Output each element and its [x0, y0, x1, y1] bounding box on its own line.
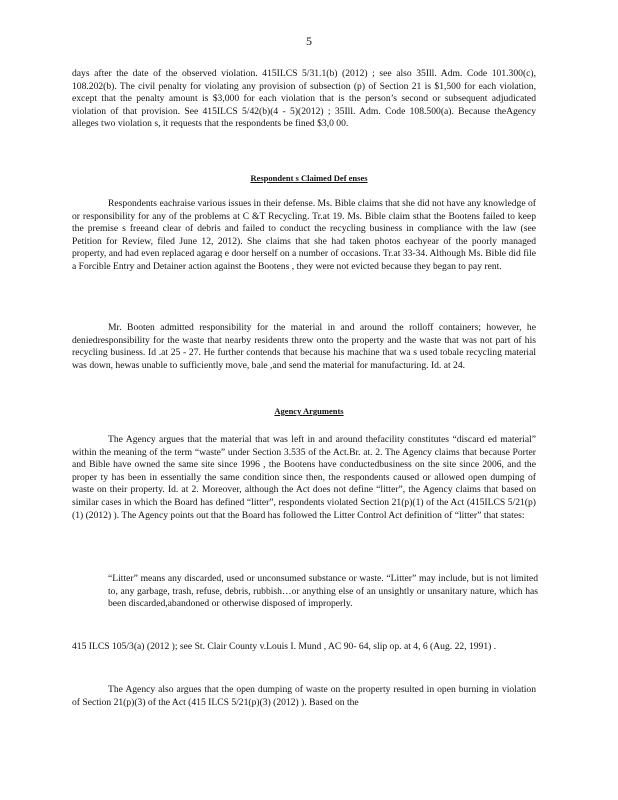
- paragraph-citation: 415 ILCS 105/3(a) (2012 ); see St. Clair County v.Louis I. Mund , AC 90- 64, slip op. at 4, 6 (Aug. 22, 1991) .: [72, 641, 497, 652]
- paragraph-booten-admission: Mr. Booten admitted responsibility for the material in and around the rolloff containers; however, he deniedresponsibility for the waste that nearby residents threw onto the property and the waste that was not part of his recycling business. Id .at 25 - 27. He further contends that because his machine that wa s used tobale recycling material was down, hewas unable to sufficiently move, bale ,and send the material for manufacturing. Id. at 24.: [72, 322, 536, 371]
- block-quote-litter-definition: “Litter” means any discarded, used or unconsumed substance or waste. “Litter” may include, but is not limited to, any garbage, trash, refuse, debris, rubbish…or anything else of an unsightly or unsanitary nature, which has been discarded,abandoned or otherwise disposed of improperly.: [108, 573, 538, 610]
- paragraph-respondents-defense: Respondents eachraise various issues in their defense. Ms. Bible claims that she did not have any knowledge of or responsibility for any of the problems at C &T Recycling. Tr.at 19. Ms. Bible claim sthat the Bootens failed to keep the premise s freeand clear of debris and failed to conduct the recycling business in compliance with the law (see Petition for Review, filed June 12, 2012). She claims that she had taken photos eachyear of the poorly managed property, and had even replaced agarag e door herself on a number of occasions. Tr.at 33-34. Although Ms. Bible did file a Forcible Entry and Detainer action against the Bootens , they were not evicted because they began to pay rent.: [72, 198, 536, 272]
- page-number: 5: [306, 34, 312, 48]
- section-heading-respondents-defenses: [0, 173, 618, 184]
- paragraph-penalty: days after the date of the observed violation. 415ILCS 5/31.1(b) (2012) ; see also 35Ill. Adm. Code 101.300(c), 108.202(b). The civil penalty for violating any provision of subsection (p) of Section 21 is $1,500 for each violation, except that the penalty amount is $3,000 for each violation that is the person’s second or subsequent adjudicated violation of that provision. See 415ILCS 5/42(b)(4 - 5)(2012) ; 35Ill. Adm. Code 108.500(a). Because theAgency alleges two violation s, it requests that the respondents be fined $3,0 00.: [72, 68, 536, 130]
- paragraph-open-burning: The Agency also argues that the open dumping of waste on the property resulted in open burning in violation of Section 21(p)(3) of the Act (415 ILCS 5/21(p)(3) (2012) ). Based on the: [72, 684, 536, 708]
- section-heading-text: Agency Arguments: [274, 406, 344, 416]
- section-heading-text: Respondent s Claimed Def enses: [250, 173, 368, 183]
- paragraph-agency-argues: The Agency argues that the material that was left in and around thefacility constitutes “discard ed material” within the meaning of the term “waste” under Section 3.535 of the Act.Br. at. 2. The Agency claims that because Porter and Bible have owned the same site since 1996 , the Bootens have conductedbusiness on the site since 2006, and the proper ty has been in essentially the same condition since then, the respondents caused or allowed open dumping of waste on their property. Id. at 2. Moreover, although the Act does not define “litter”, the Agency claims that based on similar cases in which the Board has defined “litter”, respondents violated Section 21(p)(1) of the Act (415ILCS 5/21(p)(1) (2012) ). The Agency points out that the Board has followed the Litter Control Act definition of “litter” that states:: [72, 434, 536, 521]
- section-heading-agency-arguments: [0, 406, 618, 417]
